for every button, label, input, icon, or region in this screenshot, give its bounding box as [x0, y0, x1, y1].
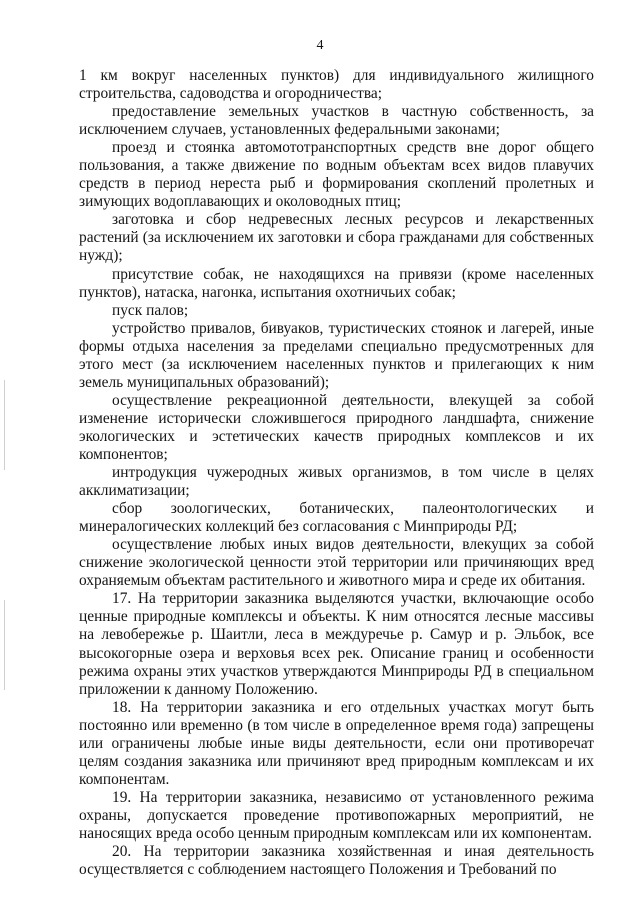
paragraph-list-item: сбор зоологических, ботанических, палеонтологических и минералогических коллекций без согласования с Минприроды РД; — [79, 500, 594, 536]
paragraph-section-20: 20. На территории заказника хозяйственная и иная деятельность осуществляется с соблюдением настоящего Положения и Требований по — [79, 843, 594, 879]
paragraph-list-item: устройство привалов, бивуаков, туристических стоянок и лагерей, иные формы отдыха населения за пределами специально предусмотренных для этого мест (за исключением населенных пунктов и прилегающих к ним земель муниципальных образований); — [79, 319, 594, 391]
paragraph-list-item: интродукция чужеродных живых организмов, в том числе в целях акклиматизации; — [79, 464, 594, 500]
paragraph-continuation: 1 км вокруг населенных пунктов) для индивидуального жилищного строительства, садоводства и огородничества; — [79, 67, 594, 103]
document-body — [79, 67, 594, 879]
page-number: 4 — [316, 38, 324, 53]
paragraph-section-19: 19. На территории заказника, независимо от установленного режима охраны, допускается проведение противопожарных мероприятий, не наносящих вреда особо ценным природным комплексам или их компонентам. — [79, 788, 594, 842]
paragraph-list-item: присутствие собак, не находящихся на привязи (кроме населенных пунктов), натаска, нагонка, испытания охотничьих собак; — [79, 265, 594, 301]
paragraph-section-17: 17. На территории заказника выделяются участки, включающие особо ценные природные комплексы и объекты. К ним относятся лесные массивы на левобережье р. Шаитли, леса в междуречье р. Самур и р. Эльбок, все высокогорные озера и верховья всех рек. Описание границ и особенности режима охраны этих участков утверждаются Минприроды РД в специальном приложении к данному Положению. — [79, 590, 594, 698]
paragraph-section-18: 18. На территории заказника и его отдельных участках могут быть постоянно или временно (в том числе в определенное время года) запрещены или ограничены любые иные виды деятельности, если они противоречат целям создания заказника или причиняют вред природным комплексам и их компонентам. — [79, 698, 594, 788]
paragraph-list-item: осуществление рекреационной деятельности, влекущей за собой изменение исторически сложившегося природного ландшафта, снижение экологических и эстетических качеств природных комплексов и их компонентов; — [79, 391, 594, 463]
paragraph-list-item: заготовка и сбор недревесных лесных ресурсов и лекарственных растений (за исключением их заготовки и сбора гражданами для собственных нужд); — [79, 211, 594, 265]
scan-edge-mark — [4, 600, 5, 690]
paragraph-list-item: предоставление земельных участков в частную собственность, за исключением случаев, установленных федеральными законами; — [79, 103, 594, 139]
paragraph-list-item: пуск палов; — [112, 301, 189, 319]
scan-edge-mark — [4, 380, 5, 470]
paragraph-list-item: проезд и стоянка автомототранспортных средств вне дорог общего пользования, а также движение по водным объектам всех видов плавучих средств в период нереста рыб и формирования скоплений пролетных и зимующих водоплавающих и околоводных птиц; — [79, 139, 594, 211]
paragraph-list-item: осуществление любых иных видов деятельности, влекущих за собой снижение экологической ценности этой территории или причиняющих вред охраняемым объектам растительного и животного мира и среде их обитания. — [79, 536, 594, 590]
